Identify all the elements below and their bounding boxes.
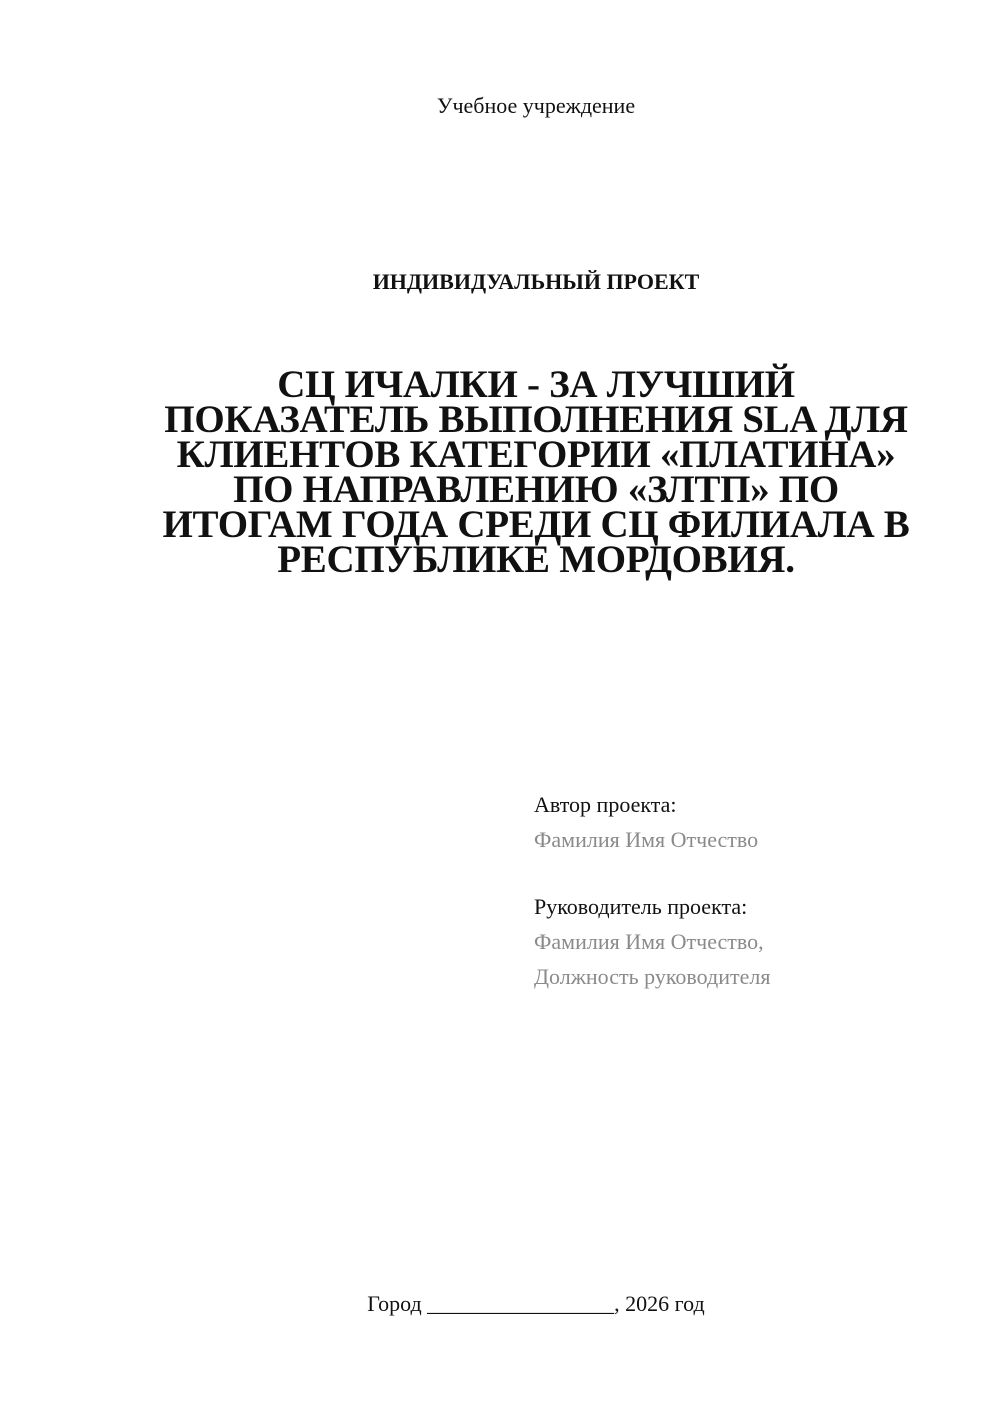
- project-title-line: СЦ ИЧАЛКИ - ЗА ЛУЧШИЙ: [277, 363, 795, 406]
- project-people-block: [534, 787, 974, 994]
- institution-name: Учебное учреждение: [436, 93, 636, 118]
- project-title-line: ИТОГАМ ГОДА СРЕДИ СЦ ФИЛИАЛА В: [162, 503, 910, 546]
- city-year-footer: Город _________________, 2026 год: [367, 1291, 705, 1316]
- author-name: Фамилия Имя Отчество: [534, 827, 759, 852]
- project-title-line: ПО НАПРАВЛЕНИЮ «ЗЛТП» ПО: [233, 468, 839, 511]
- project-title-line: ПОКАЗАТЕЛЬ ВЫПОЛНЕНИЯ SLA ДЛЯ: [164, 398, 908, 441]
- project-title-line: РЕСПУБЛИКЕ МОРДОВИЯ.: [277, 538, 795, 581]
- supervisor-label: Руководитель проекта:: [534, 894, 748, 919]
- supervisor-position: Должность руководителя: [534, 964, 771, 989]
- supervisor-name: Фамилия Имя Отчество,: [534, 929, 764, 954]
- project-title-line: КЛИЕНТОВ КАТЕГОРИИ «ПЛАТИНА»: [176, 433, 896, 476]
- project-type-heading: ИНДИВИДУАЛЬНЫЙ ПРОЕКТ: [372, 269, 700, 294]
- author-label: Автор проекта:: [534, 792, 677, 817]
- spacer: [534, 857, 974, 889]
- project-title: [140, 363, 932, 581]
